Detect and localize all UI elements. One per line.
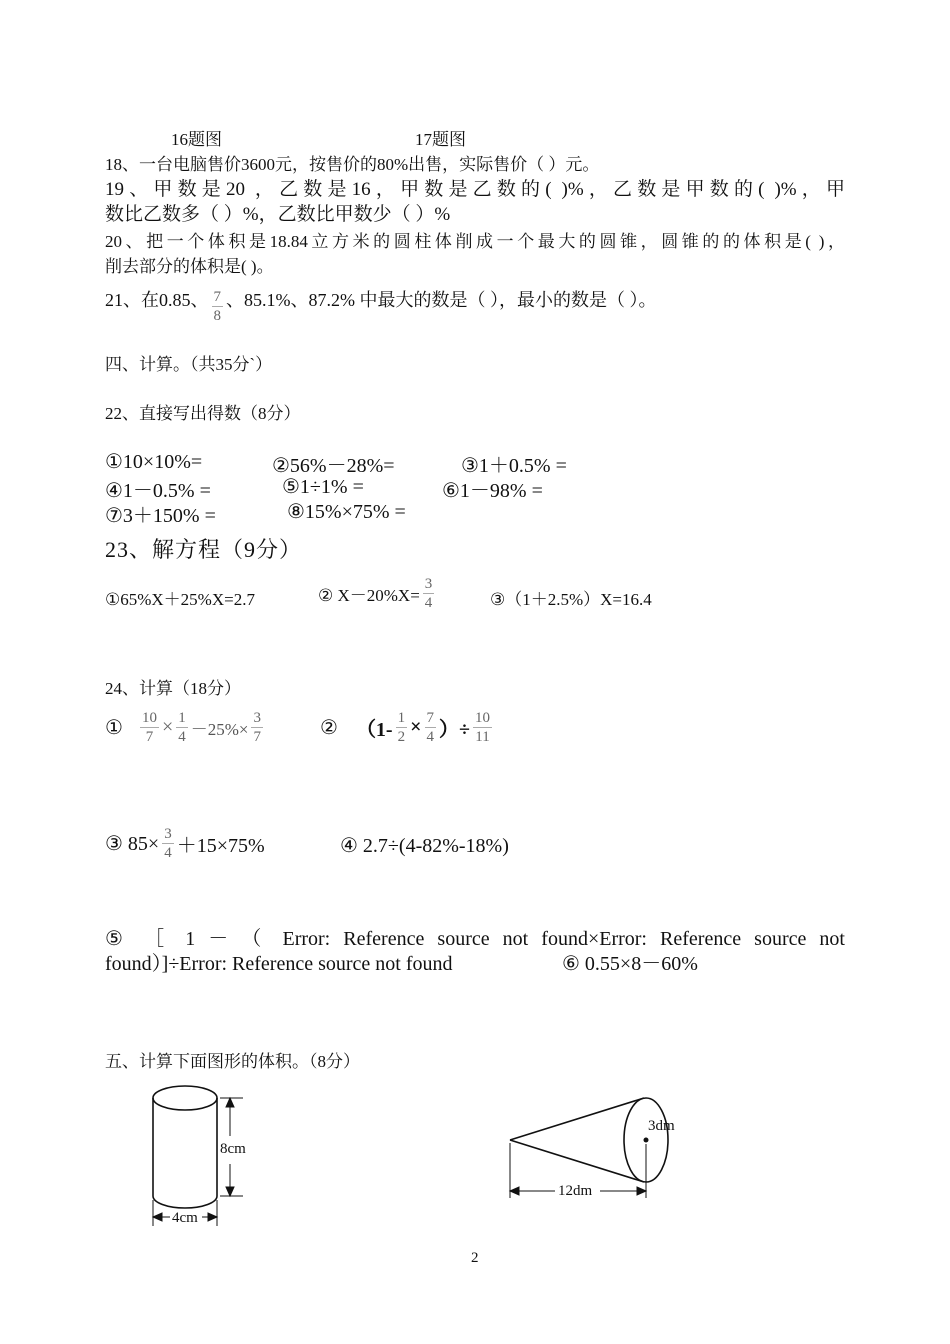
- calc-2: [320, 709, 495, 746]
- fraction-denominator: 2: [397, 729, 406, 745]
- fraction-1-2: [396, 709, 408, 746]
- cylinder-figure: [140, 1078, 280, 1230]
- calc-3-pre: ③ 85×: [105, 833, 160, 855]
- calc-1: [105, 709, 266, 746]
- question-21: [105, 286, 657, 325]
- calc-3: [105, 825, 265, 862]
- fraction-10-7: [140, 709, 159, 746]
- question-20-line2: 削去部分的体积是( )。: [105, 257, 274, 276]
- equation-1: ①65%X＋25%X=2.7: [105, 590, 255, 609]
- fraction-numerator: 3: [253, 710, 261, 726]
- calc-2-open: （1-: [355, 719, 393, 741]
- question-18: 18、一台电脑售价3600元，按售价的80%出售，实际售价（ ）元。: [105, 155, 600, 174]
- calc-2-close: ）÷: [439, 719, 470, 741]
- fraction-3-4: [423, 575, 435, 612]
- fraction-numerator: 7: [426, 710, 435, 726]
- fraction-denominator: 4: [424, 595, 433, 611]
- question-20-line1: 20、把一个体积是18.84立方米的圆柱体削成一个最大的圆锥，圆锥的的体积是( )，: [105, 232, 845, 251]
- cone-base-center: [644, 1138, 649, 1143]
- calc-1-mark: ①: [105, 717, 123, 739]
- cylinder-bottom-arc: [153, 1196, 217, 1208]
- fraction-numerator: 7: [213, 289, 221, 305]
- fraction-denominator: 11: [475, 729, 490, 745]
- section-5-heading: 五、计算下面图形的体积。（8分）: [105, 1052, 360, 1071]
- equation-2-text: ② X－20%X=: [318, 586, 420, 605]
- cylinder-height-label: 8cm: [220, 1141, 246, 1157]
- cone-figure: [500, 1088, 690, 1204]
- q22-item-5: ⑤1÷1% =: [282, 476, 364, 498]
- q22-item-7: ⑦3＋150% =: [105, 505, 216, 527]
- fraction-3-7: [251, 709, 263, 746]
- times-sign: ×: [410, 716, 422, 738]
- question-21-post: 、85.1%、87.2% 中最大的数是（ ），最小的数是（ ）。: [226, 290, 657, 310]
- fraction-7-8: [212, 288, 224, 325]
- fraction-numerator: 10: [475, 710, 490, 726]
- equation-3: ③（1＋2.5%）X=16.4: [490, 590, 652, 609]
- fraction-numerator: 3: [164, 826, 172, 842]
- cone-height-label: 12dm: [558, 1183, 593, 1199]
- q22-item-3: ③1＋0.5% =: [461, 455, 567, 477]
- question-19-line1: 19、甲数是20 ，乙数是16，甲数是乙数的( )%，乙数是甲数的( )%，甲: [105, 179, 845, 200]
- fraction-3-4: [162, 825, 174, 862]
- cylinder-top-ellipse: [153, 1086, 217, 1110]
- fraction-10-11: [473, 709, 492, 746]
- fraction-denominator: 4: [426, 729, 435, 745]
- fraction-denominator: 4: [164, 845, 172, 861]
- question-24-title: 24、计算（18分）: [105, 679, 241, 698]
- calc-3-post: ＋15×75%: [176, 835, 265, 857]
- fig17-caption: 17题图: [415, 130, 466, 149]
- q22-item-2: ②56%－28%=: [272, 455, 395, 477]
- fraction-numerator: 3: [424, 576, 433, 592]
- fig16-caption: 16题图: [171, 130, 222, 149]
- question-19-line2: 数比乙数多（ ）%，乙数比甲数少（ ）%: [105, 204, 451, 225]
- calc-1-middle: －25%×: [190, 720, 249, 739]
- cylinder-diameter-label: 4cm: [172, 1210, 198, 1226]
- calc-4: ④ 2.7÷(4-82%-18%): [340, 835, 509, 857]
- equation-2: [318, 575, 437, 612]
- q22-item-1: ①10×10%=: [105, 451, 203, 473]
- times-sign: ×: [161, 716, 174, 738]
- fraction-denominator: 7: [145, 729, 154, 745]
- q22-item-4: ④1－0.5% =: [105, 480, 211, 502]
- calc-5-line1: ⑤ ［ 1 － （ Error: Reference source not found×Error: Reference source not: [105, 928, 845, 950]
- fraction-numerator: 1: [178, 710, 186, 726]
- cone-radius-label: 3dm: [648, 1118, 675, 1134]
- calc-2-mark: ②: [320, 717, 338, 739]
- fraction-1-4: [176, 709, 188, 746]
- calc-5-line2: found）]÷Error: Reference source not found: [105, 953, 453, 975]
- fraction-denominator: 8: [213, 308, 221, 324]
- calc-6: ⑥ 0.55×8－60%: [562, 953, 698, 975]
- fraction-7-4: [425, 709, 437, 746]
- q22-item-6: ⑥1－98% =: [442, 480, 543, 502]
- fraction-denominator: 7: [253, 729, 261, 745]
- question-23-title: 23、解方程（9分）: [105, 537, 303, 562]
- question-22-title: 22、直接写出得数（8分）: [105, 404, 301, 423]
- fraction-numerator: 10: [141, 710, 157, 726]
- fraction-numerator: 1: [397, 710, 406, 726]
- section-4-heading: 四、计算。（共35分`）: [105, 355, 273, 374]
- page-number: 2: [471, 1250, 479, 1266]
- q22-item-8: ⑧15%×75% =: [287, 501, 406, 523]
- question-21-pre: 21、在0.85、: [105, 290, 209, 310]
- fraction-denominator: 4: [178, 729, 186, 745]
